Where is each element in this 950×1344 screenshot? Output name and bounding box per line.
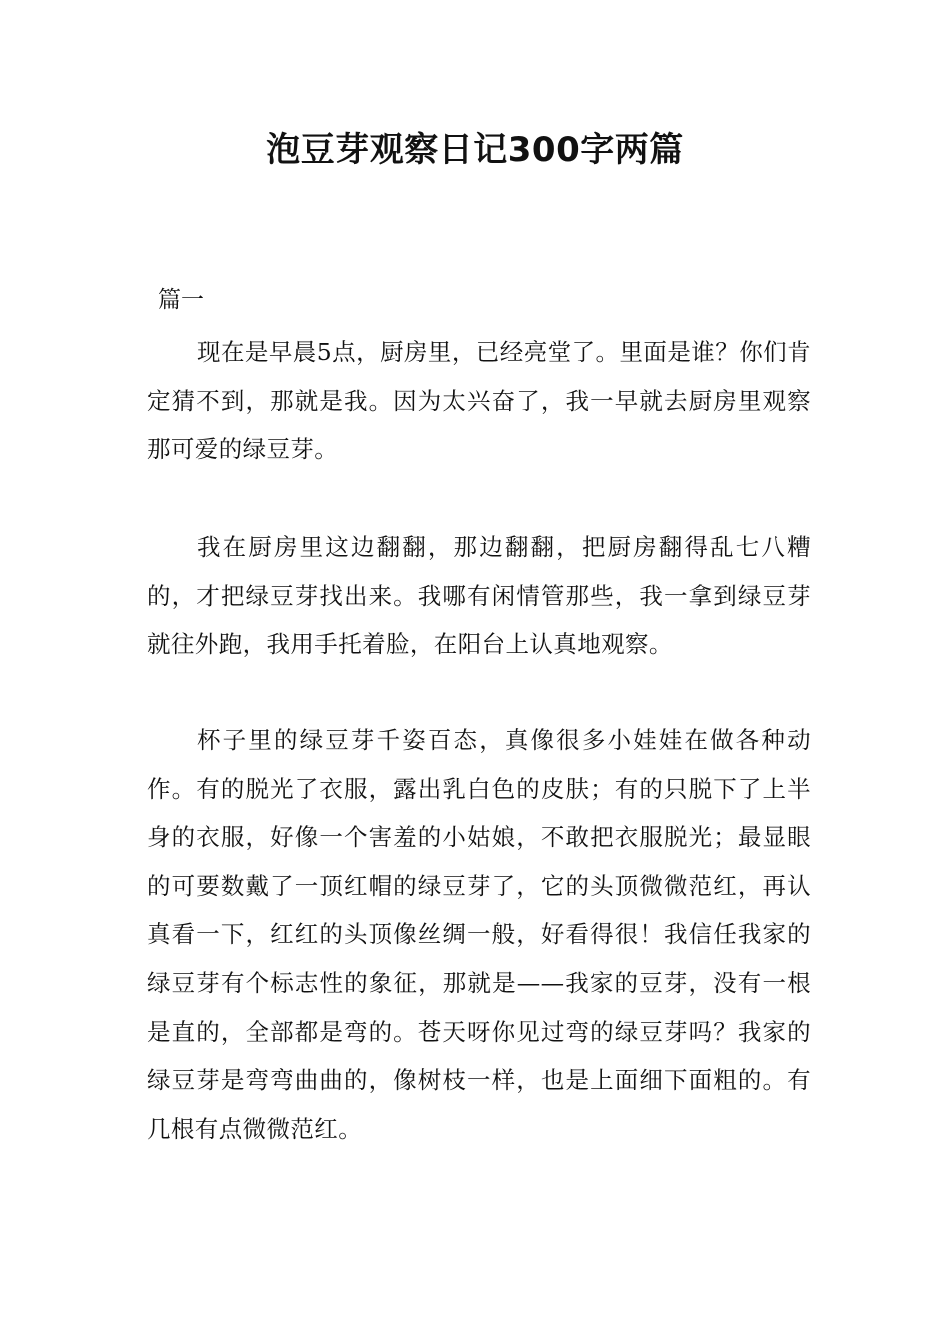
paragraph-3: 杯子里的绿豆芽千姿百态，真像很多小娃娃在做各种动作。有的脱光了衣服，露出乳白色的皮肤；有的只脱下了上半身的衣服，好像一个害羞的小姑娘，不敢把衣服脱光；最显眼的可要数戴了一顶红帽的绿豆芽了，它的头顶微微范红，再认真看一下，红红的头顶像丝绸一般，好看得很！我信任我家的绿豆芽有个标志性的象征，那就是——我家的豆芽，没有一根是直的，全部都是弯的。苍天呀你见过弯的绿豆芽吗？我家的绿豆芽是弯弯曲曲的，像树枝一样，也是上面细下面粗的。有几根有点微微范红。: [147, 726, 811, 1143]
section-label: 篇一: [158, 287, 204, 313]
paragraph-2: 我在厨房里这边翻翻，那边翻翻，把厨房翻得乱七八糟的，才把绿豆芽找出来。我哪有闲情管那些，我一拿到绿豆芽就往外跑，我用手托着脸，在阳台上认真地观察。: [147, 533, 811, 659]
document-title: 泡豆芽观察日记300字两篇: [266, 130, 684, 170]
paragraph-1: 现在是早晨5点，厨房里，已经亮堂了。里面是谁？你们肯定猜不到，那就是我。因为太兴奋了，我一早就去厨房里观察那可爱的绿豆芽。: [147, 338, 811, 464]
